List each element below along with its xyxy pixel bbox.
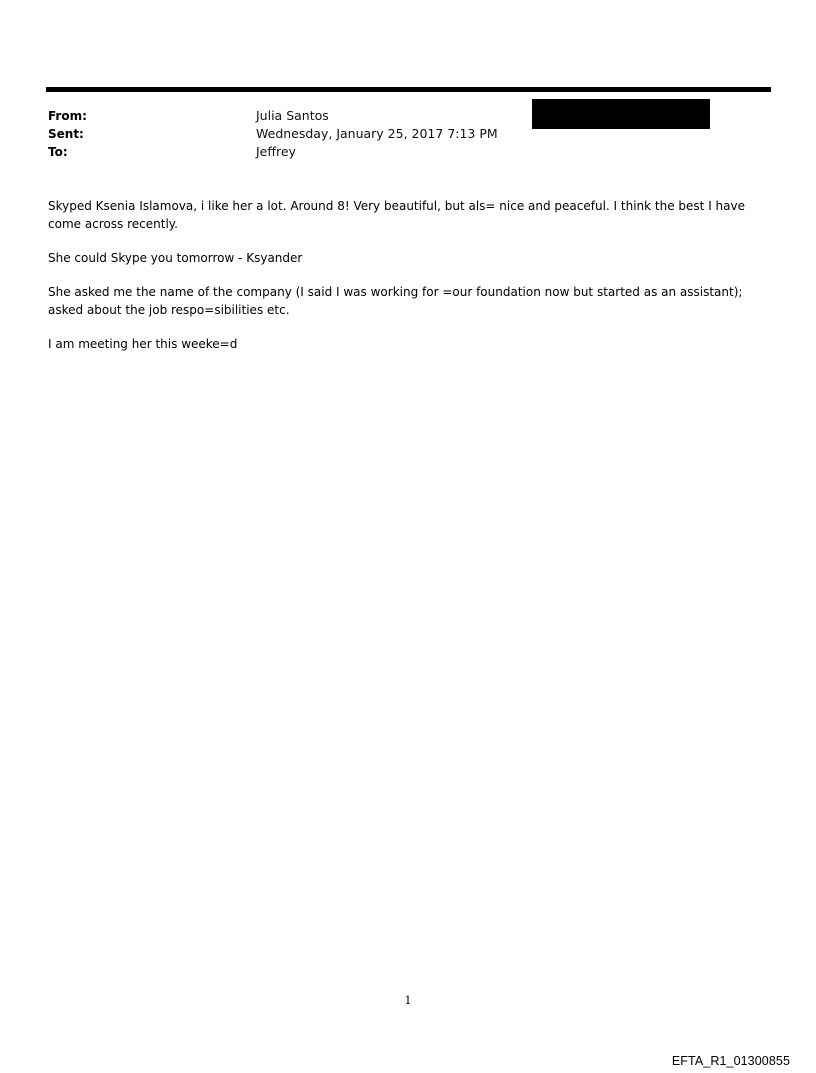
to-label: To: [48, 145, 68, 159]
from-row [48, 107, 768, 125]
from-label: From: [48, 109, 87, 123]
sent-value: Wednesday, January 25, 2017 7:13 PM [256, 126, 498, 141]
to-row [48, 143, 768, 161]
sent-row [48, 125, 768, 143]
document-id: EFTA_R1_01300855 [671, 1054, 790, 1068]
page-number: 1 [404, 994, 412, 1007]
body-paragraph: She asked me the name of the company (I said I was working for =our foundation now but started as an assistant); asked about the job respo=sibilities etc. [48, 285, 743, 317]
body-paragraph: I am meeting her this weeke=d [48, 337, 238, 351]
body-paragraph: She could Skype you tomorrow - Ksyander [48, 251, 303, 265]
header-rule [46, 87, 771, 92]
body-paragraph: Skyped Ksenia Islamova, i like her a lot. Around 8! Very beautiful, but als= nice and peaceful. I think the best I have come across recently. [48, 199, 745, 231]
sent-label: Sent: [48, 127, 84, 141]
from-value [256, 107, 329, 125]
email-body [48, 197, 770, 369]
email-header [48, 107, 768, 161]
to-value: Jeffrey [256, 144, 296, 159]
sender-name: Julia Santos [256, 108, 329, 123]
